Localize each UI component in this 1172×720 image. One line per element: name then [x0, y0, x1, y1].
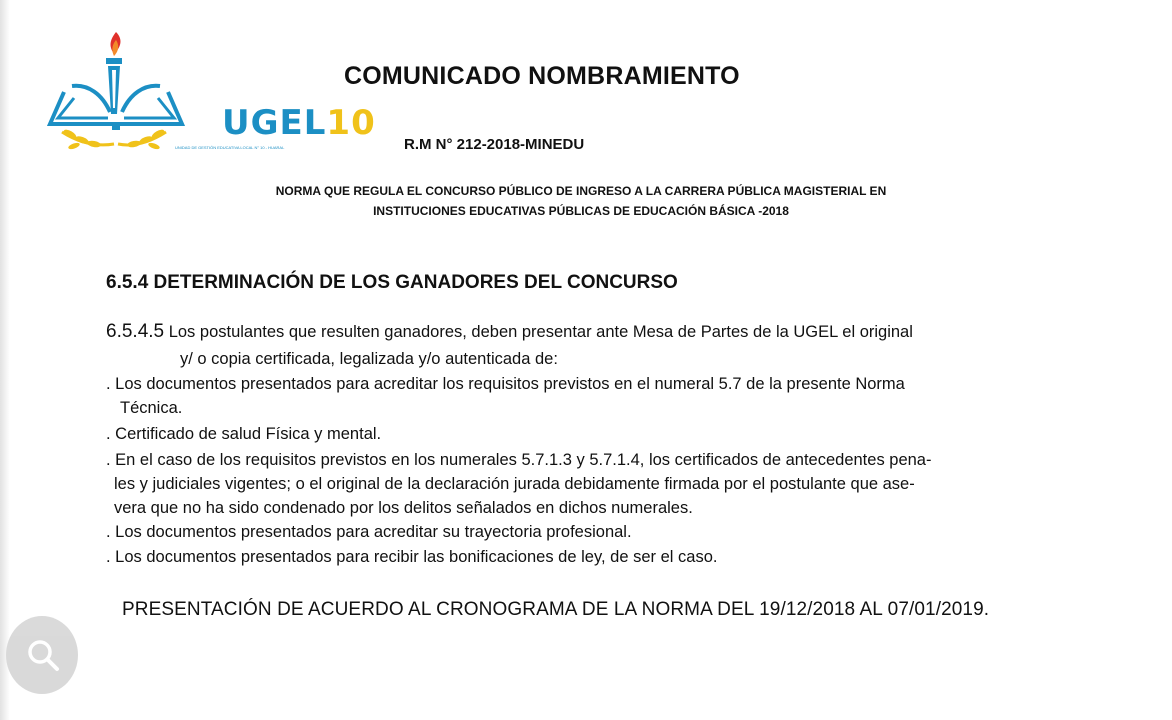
- list-item: . Los documentos presentados para acreditar su trayectoria profesional.: [106, 523, 632, 541]
- list-item: . Los documentos presentados para acreditar los requisitos previstos en el numeral 5.7 de la presente Norma: [106, 375, 905, 393]
- list-item-continuation: Técnica.: [120, 399, 183, 417]
- norma-line: NORMA QUE REGULA EL CONCURSO PÚBLICO DE INGRESO A LA CARRERA PÚBLICA MAGISTERIAL EN: [275, 184, 887, 198]
- page-title: COMUNICADO NOMBRAMIENTO: [344, 62, 740, 90]
- section-heading: 6.5.4 DETERMINACIÓN DE LOS GANADORES DEL CONCURSO: [106, 272, 678, 293]
- logo-wordmark: UGEL10: [222, 103, 376, 143]
- left-edge-shadow: [0, 0, 10, 720]
- search-button[interactable]: [6, 616, 78, 694]
- logo-subtitle: UNIDAD DE GESTIÓN EDUCATIVA LOCAL N° 10 - HUARAL: [175, 145, 285, 150]
- list-item: . Certificado de salud Física y mental.: [106, 425, 382, 443]
- resolution-number: R.M N° 212-2018-MINEDU: [404, 136, 585, 153]
- paragraph-first-line: [106, 320, 913, 344]
- norma-line: INSTITUCIONES EDUCATIVAS PÚBLICAS DE EDUCACIÓN BÁSICA -2018: [373, 204, 789, 218]
- list-item: . Los documentos presentados para recibir las bonificaciones de ley, de ser el caso.: [106, 548, 718, 566]
- norma-description: [196, 181, 966, 221]
- closing-statement: PRESENTACIÓN DE ACUERDO AL CRONOGRAMA DE LA NORMA DEL 19/12/2018 AL 07/01/2019.: [122, 599, 990, 620]
- search-icon: [26, 638, 60, 672]
- list-item: . En el caso de los requisitos previstos en los numerales 5.7.1.3 y 5.7.1.4, los certificados de antecedentes pena-: [106, 451, 932, 469]
- paragraph-code: 6.5.4.5: [106, 321, 165, 342]
- paragraph-second-line: y/ o copia certificada, legalizada y/o autenticada de:: [180, 350, 558, 368]
- paragraph-text: Los postulantes que resulten ganadores, deben presentar ante Mesa de Partes de la UGEL el original: [168, 323, 913, 341]
- list-item-continuation: les y judiciales vigentes; o el original de la declaración jurada debidamente firmada por el postulante que ase-: [114, 475, 915, 493]
- ugel-logo: [44, 28, 376, 158]
- list-item-continuation: vera que no ha sido condenado por los delitos señalados en dichos numerales.: [114, 499, 693, 517]
